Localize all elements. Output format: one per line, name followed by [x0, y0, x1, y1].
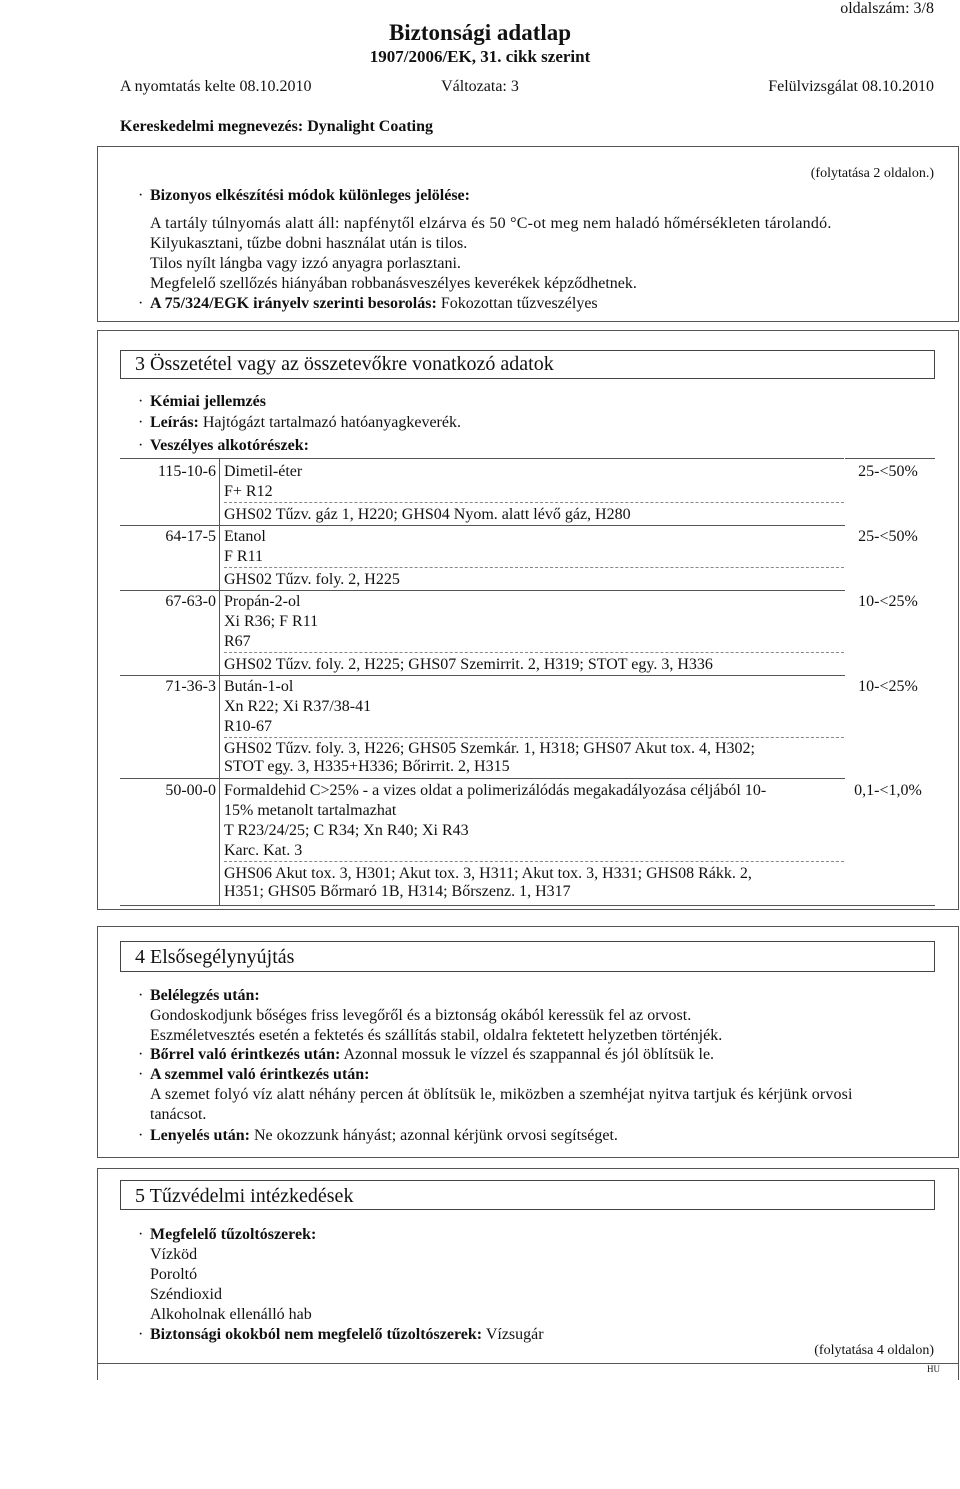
prev-line-2: Kilyukasztani, tűzbe dobni használat után is tilos.	[150, 235, 468, 252]
chem-label: Kémiai jellemzés	[150, 393, 266, 410]
table-row-percent: 10-<25%	[858, 593, 918, 610]
table-row-classification: R67	[224, 633, 251, 650]
extinguisher-item: Poroltó	[150, 1266, 198, 1283]
table-row-rule	[120, 778, 845, 779]
extinguisher-item: Vízköd	[150, 1246, 198, 1263]
eye-line-2: tanácsot.	[150, 1106, 207, 1123]
table-row-percent: 25-<50%	[858, 463, 918, 480]
document-title: Biztonsági adatlap	[388, 20, 572, 45]
section-5-title: 5 Tűzvédelmi intézkedések	[135, 1185, 354, 1207]
chem-characterization: · Kémiai jellemzés	[138, 393, 266, 410]
table-row-divider	[224, 737, 844, 738]
table-row-ghs: GHS02 Tűzv. foly. 2, H225	[224, 571, 400, 588]
continued-on: (folytatása 4 oldalon)	[814, 1343, 934, 1358]
revision-date: Felülvizsgálat 08.10.2010	[768, 78, 934, 95]
eye-line-1: A szemet folyó víz alatt néhány percen át öblítsük le, miközben a szemhéjat nyitva tartjuk és kérjünk orvosi	[150, 1086, 853, 1103]
trade-name: Kereskedelmi megnevezés: Dynalight Coating	[120, 118, 433, 135]
section-3-title: 3 Összetétel vagy az összetevőkre vonatkozó adatok	[135, 353, 554, 375]
table-row-classification: Karc. Kat. 3	[224, 842, 303, 859]
table-row-percent: 10-<25%	[858, 678, 918, 695]
unsuitable-extinguishers: · Biztonsági okokból nem megfelelő tűzoltószerek: Vízsugár	[138, 1326, 544, 1343]
table-row-ghs: GHS02 Tűzv. foly. 2, H225; GHS07 Szemirrit. 2, H319; STOT egy. 3, H336	[224, 656, 713, 673]
skin-contact: · Bőrrel való érintkezés után: Azonnal mossuk le vízzel és szappannal és jól öblítsük le.	[138, 1046, 715, 1063]
table-row-name: Dimetil-éter	[224, 463, 303, 480]
table-row-name: Bután-1-ol	[224, 678, 294, 695]
hazardous-label: Veszélyes alkotórészek:	[150, 437, 309, 454]
table-row-classification: F+ R12	[224, 483, 273, 500]
table-row-ghs: GHS06 Akut tox. 3, H301; Akut tox. 3, H311; Akut tox. 3, H331; GHS08 Rákk. 2,	[224, 865, 752, 882]
section-4-title: 4 Elsősegélynyújtás	[135, 946, 295, 968]
table-row-name: Propán-2-ol	[224, 593, 301, 610]
inhalation-line-2: Eszméletvesztés esetén a fektetés és szállítás stabil, oldalra fektetett helyzetben történjék.	[150, 1027, 723, 1044]
language-code: HU	[927, 1364, 940, 1374]
table-bottom-rule	[120, 905, 935, 906]
special-marking: · Bizonyos elkészítési módok különleges jelölése:	[138, 187, 470, 204]
swallowing-label: Lenyelés után:	[150, 1127, 250, 1144]
footer-rule	[97, 1363, 959, 1364]
print-date: A nyomtatás kelte 08.10.2010	[120, 78, 312, 95]
swallowing-value: Ne okozzunk hányást; azonnal kérjünk orvosi segítséget.	[254, 1127, 618, 1144]
page-number: oldalszám: 3/8	[840, 0, 934, 17]
description: · Leírás: Hajtógázt tartalmazó hatóanyagkeverék.	[138, 414, 461, 431]
continued-from: (folytatása 2 oldalon.)	[810, 166, 934, 181]
extinguisher-item: Széndioxid	[150, 1286, 222, 1303]
table-row-rule	[120, 590, 845, 591]
directive-classification: · A 75/324/EGK irányelv szerinti besorolás: Fokozottan tűzveszélyes	[138, 295, 598, 312]
swallowing: · Lenyelés után: Ne okozzunk hányást; azonnal kérjünk orvosi segítséget.	[138, 1127, 618, 1144]
table-top-rule	[120, 458, 935, 459]
table-row-classification: Xn R22; Xi R37/38-41	[224, 698, 372, 715]
special-marking-label: Bizonyos elkészítési módok különleges jelölése:	[150, 187, 470, 204]
table-row-ghs: H351; GHS05 Bőrmaró 1B, H314; Bőrszenz. 1, H317	[224, 883, 571, 900]
inhalation-label: Belélegzés után:	[150, 987, 260, 1004]
table-row-ghs: GHS02 Tűzv. gáz 1, H220; GHS04 Nyom. alatt lévő gáz, H280	[224, 506, 631, 523]
table-row-cas: 71-36-3	[165, 678, 216, 695]
eye-label: A szemmel való érintkezés után:	[150, 1066, 370, 1083]
table-row-divider	[224, 652, 844, 653]
description-label: Leírás:	[150, 414, 199, 431]
table-row-ghs: GHS02 Tűzv. foly. 3, H226; GHS05 Szemkár. 1, H318; GHS07 Akut tox. 4, H302;	[224, 740, 755, 757]
table-row-divider	[224, 567, 844, 568]
table-row-percent: 0,1-<1,0%	[854, 782, 922, 799]
table-row-cas: 67-63-0	[165, 593, 216, 610]
table-row-percent: 25-<50%	[858, 528, 918, 545]
table-row-divider	[224, 502, 844, 503]
unsuitable-value: Vízsugár	[485, 1326, 544, 1343]
table-row-cas: 50-00-0	[165, 782, 216, 799]
inhalation-line-1: Gondoskodjunk bőséges friss levegőről és a biztonság okából keressük fel az orvost.	[150, 1007, 692, 1024]
table-row-name: Formaldehid C>25% - a vizes oldat a polimerizálódás megakadályozása céljából 10-	[224, 782, 767, 799]
hazardous-components: · Veszélyes alkotórészek:	[138, 437, 309, 454]
prev-line-1: A tartály túlnyomás alatt áll: napfénytől elzárva és 50 °C-ot meg nem haladó hőmérsékleten tárolandó.	[150, 215, 832, 232]
extinguisher-item: Alkoholnak ellenálló hab	[150, 1306, 312, 1323]
prev-line-4: Megfelelő szellőzés hiányában robbanásveszélyes keverékek képződhetnek.	[150, 275, 637, 292]
table-row-divider	[224, 861, 844, 862]
document-subtitle: 1907/2006/EK, 31. cikk szerint	[369, 47, 591, 66]
version: Változata: 3	[441, 78, 519, 95]
skin-value: Azonnal mossuk le vízzel és szappannal és jól öblítsük le.	[343, 1046, 715, 1063]
skin-label: Bőrrel való érintkezés után:	[150, 1046, 341, 1063]
table-row-name: Etanol	[224, 528, 266, 545]
directive-value: Fokozottan tűzveszélyes	[440, 295, 598, 312]
table-row-rule	[120, 525, 845, 526]
table-row-classification: Xi R36; F R11	[224, 613, 319, 630]
table-row-classification: F R11	[224, 548, 263, 565]
suitable-extinguishers-label: Megfelelő tűzoltószerek:	[150, 1226, 317, 1243]
table-row-cas: 64-17-5	[165, 528, 216, 545]
suitable-extinguishers: · Megfelelő tűzoltószerek:	[138, 1226, 317, 1243]
table-row-rule	[120, 675, 845, 676]
prev-line-3: Tilos nyílt lángba vagy izzó anyagra porlasztani.	[150, 255, 461, 272]
table-row-classification: R10-67	[224, 718, 272, 735]
inhalation: · Belélegzés után:	[138, 987, 260, 1004]
table-row-name-continued: 15% metanolt tartalmazhat	[224, 802, 397, 819]
directive-label: A 75/324/EGK irányelv szerinti besorolás:	[150, 295, 437, 312]
unsuitable-label: Biztonsági okokból nem megfelelő tűzoltószerek:	[150, 1326, 483, 1343]
table-row-ghs: STOT egy. 3, H335+H336; Bőrirrit. 2, H315	[224, 758, 510, 775]
description-value: Hajtógázt tartalmazó hatóanyagkeverék.	[202, 414, 461, 431]
table-row-classification: T R23/24/25; C R34; Xn R40; Xi R43	[224, 822, 469, 839]
table-row-cas: 115-10-6	[157, 463, 216, 480]
eye-contact: · A szemmel való érintkezés után:	[138, 1066, 370, 1083]
